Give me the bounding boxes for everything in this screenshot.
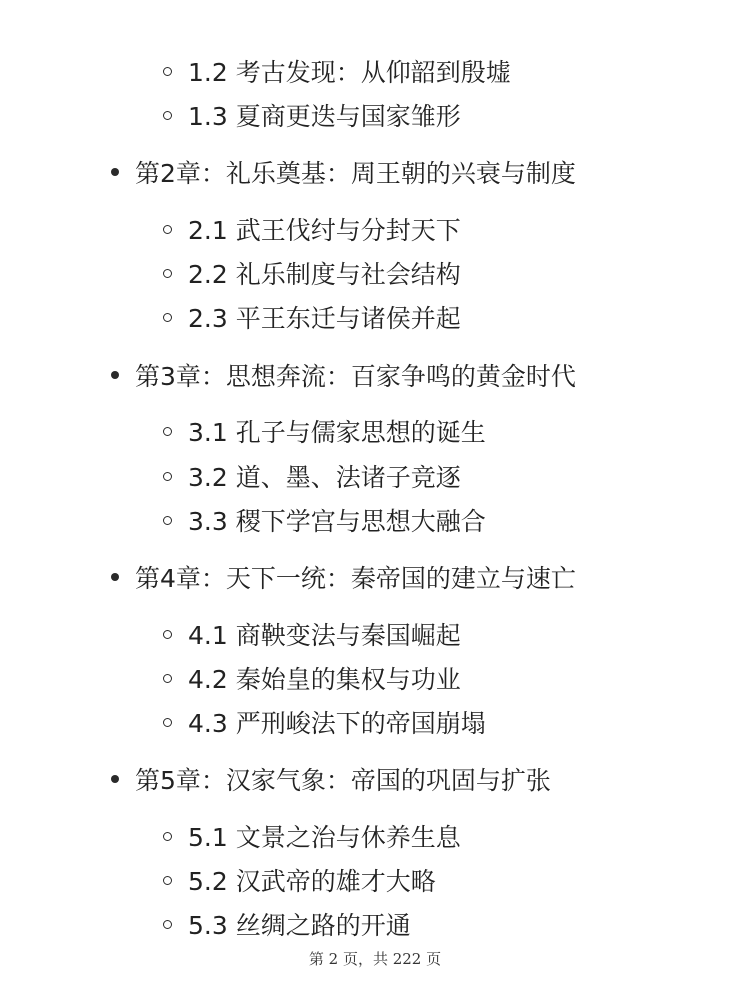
outline-chapter-item bbox=[111, 557, 576, 597]
chapter-title: 第2章：礼乐奠基：周王朝的兴衰与制度 bbox=[135, 159, 576, 188]
outline-section-item bbox=[163, 411, 486, 451]
section-title: 2.2 礼乐制度与社会结构 bbox=[188, 260, 461, 289]
section-title: 5.1 文景之治与休养生息 bbox=[188, 823, 461, 852]
chapter-title: 第3章：思想奔流：百家争鸣的黄金时代 bbox=[135, 362, 576, 391]
circle-bullet-icon bbox=[163, 674, 172, 683]
outline-section-item bbox=[163, 456, 461, 496]
section-title: 3.3 稷下学宫与思想大融合 bbox=[188, 507, 486, 536]
outline-section-item bbox=[163, 904, 411, 944]
section-title: 2.3 平王东迁与诸侯并起 bbox=[188, 304, 461, 333]
disc-bullet-icon bbox=[111, 573, 119, 581]
section-title: 1.2 考古发现：从仰韶到殷墟 bbox=[188, 58, 511, 87]
circle-bullet-icon bbox=[163, 920, 172, 929]
circle-bullet-icon bbox=[163, 269, 172, 278]
section-title: 3.2 道、墨、法诸子竞逐 bbox=[188, 463, 461, 492]
section-title: 3.1 孔子与儒家思想的诞生 bbox=[188, 418, 486, 447]
outline-section-item bbox=[163, 209, 461, 249]
circle-bullet-icon bbox=[163, 67, 172, 76]
disc-bullet-icon bbox=[111, 371, 119, 379]
outline-section-item bbox=[163, 297, 461, 337]
outline-section-item bbox=[163, 51, 511, 91]
page-number-footer: 第 2 页，共 222 页 bbox=[308, 950, 442, 968]
circle-bullet-icon bbox=[163, 427, 172, 436]
outline-section-item bbox=[163, 500, 486, 540]
outline-section-item bbox=[163, 816, 461, 856]
section-title: 4.2 秦始皇的集权与功业 bbox=[188, 665, 461, 694]
outline-chapter-item bbox=[111, 759, 551, 799]
circle-bullet-icon bbox=[163, 472, 172, 481]
outline-chapter-item bbox=[111, 355, 576, 395]
outline-section-item bbox=[163, 860, 436, 900]
section-title: 5.3 丝绸之路的开通 bbox=[188, 911, 411, 940]
section-title: 2.1 武王伐纣与分封天下 bbox=[188, 216, 461, 245]
chapter-title: 第4章：天下一统：秦帝国的建立与速亡 bbox=[135, 564, 576, 593]
circle-bullet-icon bbox=[163, 225, 172, 234]
circle-bullet-icon bbox=[163, 832, 172, 841]
outline-section-item bbox=[163, 614, 461, 654]
section-title: 1.3 夏商更迭与国家雏形 bbox=[188, 102, 461, 131]
section-title: 4.1 商鞅变法与秦国崛起 bbox=[188, 621, 461, 650]
disc-bullet-icon bbox=[111, 775, 119, 783]
circle-bullet-icon bbox=[163, 516, 172, 525]
circle-bullet-icon bbox=[163, 111, 172, 120]
outline-section-item bbox=[163, 95, 461, 135]
section-title: 5.2 汉武帝的雄才大略 bbox=[188, 867, 436, 896]
outline-section-item bbox=[163, 253, 461, 293]
chapter-title: 第5章：汉家气象：帝国的巩固与扩张 bbox=[135, 766, 551, 795]
disc-bullet-icon bbox=[111, 168, 119, 176]
outline-section-item bbox=[163, 702, 486, 742]
section-title: 4.3 严刑峻法下的帝国崩塌 bbox=[188, 709, 486, 738]
outline-section-item bbox=[163, 658, 461, 698]
circle-bullet-icon bbox=[163, 313, 172, 322]
circle-bullet-icon bbox=[163, 876, 172, 885]
circle-bullet-icon bbox=[163, 718, 172, 727]
circle-bullet-icon bbox=[163, 630, 172, 639]
outline-chapter-item bbox=[111, 152, 576, 192]
